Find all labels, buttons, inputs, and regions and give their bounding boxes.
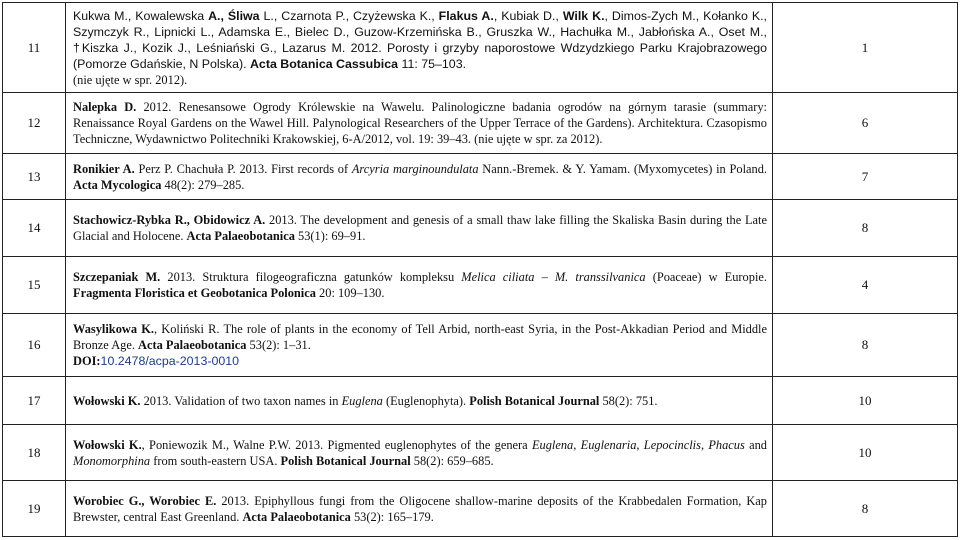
reference-author: Wołowski K. [73,393,141,408]
table-row [3,425,958,481]
reference-author: Wołowski K. [73,437,142,452]
reference-author: Stachowicz-Rybka R., Obidowicz A. [73,213,266,227]
genus-name: Euglena [341,393,383,408]
row-number: 13 [3,154,66,200]
points-value: 10 [773,425,958,481]
journal-name: Acta Palaeobotanica [138,338,247,352]
journal-name: Polish Botanical Journal [280,453,411,468]
reference-author: Worobiec G., Worobiec E. [73,493,217,508]
journal-name: Acta Mycologica [73,177,162,192]
table-row [3,93,958,154]
table-row [3,200,958,257]
points-value: 8 [773,314,958,377]
doi-label: DOI: [73,354,101,368]
table-row [3,481,958,537]
points-value: 1 [773,3,958,93]
points-value: 8 [773,200,958,257]
reference-author: Ronikier A. [73,161,135,176]
table-row [3,3,958,93]
journal-name: Acta Palaeobotanica [242,509,351,524]
reference-author: Nalepka D. [73,100,137,114]
row-number: 11 [3,3,66,93]
table-row [3,154,958,200]
points-value: 8 [773,481,958,537]
table-row [3,257,958,314]
row-number: 12 [3,93,66,154]
journal-name: Acta Palaeobotanica [186,229,295,243]
reference-cell: Wasylikowa K., Koliński R. The role of plants in the economy of Tell Arbid, north-east Syria, in the Post-Akkadian Period and Middle Bronze Age. Acta Palaeobotanica 53(2): 1–31. DOI:10.2478/acpa-2013-0010 [66,314,773,377]
genus-name: Euglena [531,437,574,452]
reference-cell: Ronikier A. Perz P. Chachuła P. 2013. First records of Arcyria marginoundulata Nann.-Bremek. & Y. Yamam. (Myxomycetes) in Poland. Acta Mycologica 48(2): 279–285. [66,154,773,200]
reference-author: Szczepaniak M. [73,270,161,284]
reference-cell [66,93,773,154]
report-note: (nie ujęte w spr. 2012). [73,72,188,87]
reference-cell: Worobiec G., Worobiec E. 2013. Epiphyllous fungi from the Oligocene shallow-marine deposits of the Krabbedalen Formation, Kap Brewster, central East Greenland. Acta Palaeobotanica 53(2): 165–179. [66,481,773,537]
genus-name: Euglenaria [580,437,637,452]
reference-authors: Kukwa M., Kowalewska A., Śliwa L., Czarnota P., Czyżewska K., Flakus A., Kubiak D., Wilk K., Dimos-Zych M., Kołanko K., Szymczyk R., Lipnicki L., Adamska E., Bielec D., Guzow-Krzemińska B., Gruszka W., Hachułka M., Jabłońska A., Oset M., †Kiszka J., Kozik J., Leśniański G., Lazarus M. 2012. Porosty i grzyby naporostowe Wdzydzkiego Parku Krajobrazowego (Pomorze Gdańskie, N Polska). Acta Botanica Cassubica 11: 75–103. [73,8,767,71]
reference-cell: Szczepaniak M. 2013. Struktura filogeograficzna gatunków kompleksu Melica ciliata – M. transsilvanica (Poaceae) w Europie. Fragmenta Floristica et Geobotanica Polonica 20: 109–130. [66,257,773,314]
reference-text: 2012. Renesansowe Ogrody Królewskie na Wawelu. Palinologiczne badania ogrodów na górnym tarasie (summary: Renaissance Royal Gardens on the Wawel Hill. Palynological Researchers of the Upper Terrace of the Gardens). Architektura. Czasopismo Techniczne, Wydawnictwo Politechniki Krakowskiej, 6-A/2012, vol. 19: 39–43. (nie ujęte w spr. za 2012). [73,100,767,146]
journal-name: Fragmenta Floristica et Geobotanica Polonica [73,286,316,300]
publications-table [2,2,958,537]
reference-author: Wasylikowa K. [73,322,154,336]
table-row [3,314,958,377]
genus-name: Phacus [708,437,745,452]
species-name: M. transsilvanica [554,270,646,284]
row-number: 15 [3,257,66,314]
points-value: 6 [773,93,958,154]
points-value: 10 [773,377,958,425]
reference-cell [66,3,773,93]
row-number: 19 [3,481,66,537]
table-row [3,377,958,425]
species-name: Arcyria marginoundulata [351,161,479,176]
row-number: 16 [3,314,66,377]
reference-cell: Wołowski K. 2013. Validation of two taxon names in Euglena (Euglenophyta). Polish Botanical Journal 58(2): 751. [66,377,773,425]
row-number: 14 [3,200,66,257]
genus-name: Monomorphina [73,453,151,468]
journal-name: Polish Botanical Journal [469,393,600,408]
reference-cell: Stachowicz-Rybka R., Obidowicz A. 2013. The development and genesis of a small thaw lake filling the Skaliska Basin during the Late Glacial and Holocene. Acta Palaeobotanica 53(1): 69–91. [66,200,773,257]
row-number: 18 [3,425,66,481]
doi-link[interactable]: 10.2478/acpa-2013-0010 [100,354,240,368]
species-name: Melica ciliata [461,270,535,284]
points-value: 4 [773,257,958,314]
row-number: 17 [3,377,66,425]
genus-name: Lepocinclis [643,437,701,452]
journal-name: Acta Botanica Cassubica [249,56,399,71]
points-value: 7 [773,154,958,200]
reference-cell: Wołowski K., Poniewozik M., Walne P.W. 2013. Pigmented euglenophytes of the genera Euglena, Euglenaria, Lepocinclis, Phacus and Monomorphina from south-eastern USA. Polish Botanical Journal 58(2): 659–685. [66,425,773,481]
